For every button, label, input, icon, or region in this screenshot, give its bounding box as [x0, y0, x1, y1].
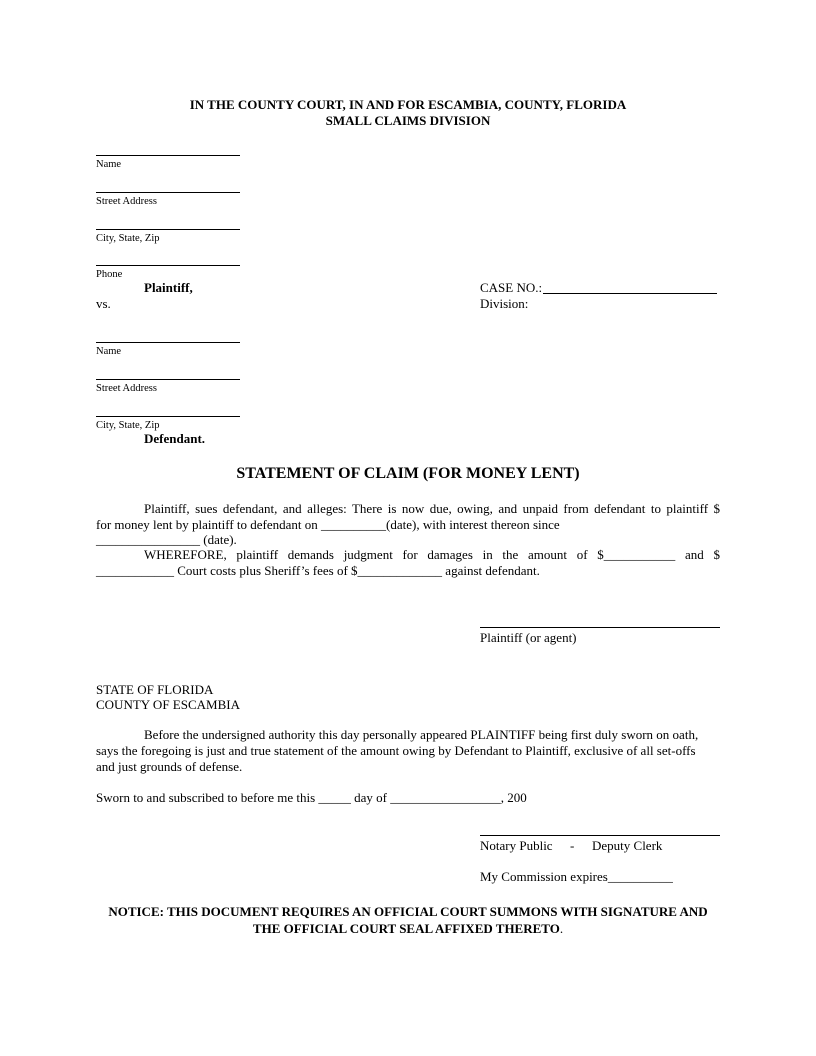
plaintiff-city-line[interactable]	[96, 229, 240, 230]
venue-county: COUNTY OF ESCAMBIA	[96, 697, 240, 712]
plaintiff-signature-label: Plaintiff (or agent)	[480, 630, 577, 645]
oath-line-2: says the foregoing is just and true statement of the amount owing by Defendant to Plaintiff, exclusive of all set-offs	[96, 743, 696, 758]
venue-state: STATE OF FLORIDA	[96, 682, 214, 697]
defendant-city-label: City, State, Zip	[96, 420, 160, 431]
wherefore-line-1: WHEREFORE, plaintiff demands judgment for damages in the amount of $___________ and $	[144, 547, 720, 562]
claim-line-2: for money lent by plaintiff to defendant on __________(date), with interest thereon since	[96, 516, 560, 532]
defendant-name-label: Name	[96, 346, 122, 357]
plaintiff-name-label: Name	[96, 159, 122, 170]
defendant-street-label: Street Address	[96, 383, 157, 394]
division-label: Division:	[480, 296, 529, 311]
claim-line-3: ________________ (date).	[96, 532, 237, 547]
plaintiff-street-label: Street Address	[96, 196, 157, 207]
plaintiff-signature-line[interactable]	[480, 627, 720, 628]
wherefore-line-2: ____________ Court costs plus Sheriff’s fees of $_____________ against defendant.	[96, 563, 540, 578]
claim-line-1: Plaintiff, sues defendant, and alleges: There is now due, owing, and unpaid from defendant to plaintiff $	[144, 501, 720, 516]
defendant-name-line[interactable]	[96, 342, 240, 343]
court-heading: IN THE COUNTY COURT, IN AND FOR ESCAMBIA, COUNTY, FLORIDA	[189, 97, 627, 112]
division-heading: SMALL CLAIMS DIVISION	[325, 113, 491, 128]
case-no-field[interactable]	[543, 293, 717, 294]
notary-separator: -	[570, 838, 575, 853]
notary-public-label: Notary Public	[480, 838, 553, 853]
notary-signature-line[interactable]	[480, 835, 720, 836]
deputy-clerk-label: Deputy Clerk	[592, 838, 663, 853]
defendant-party-label: Defendant.	[144, 431, 206, 446]
oath-line-3: and just grounds of defense.	[96, 759, 243, 774]
commission-expires: My Commission expires__________	[480, 869, 673, 884]
case-no-label: CASE NO.:	[480, 280, 543, 295]
plaintiff-phone-label: Phone	[96, 269, 123, 280]
plaintiff-party-label: Plaintiff,	[144, 280, 193, 295]
notice-line-2	[90, 920, 726, 937]
plaintiff-city-label: City, State, Zip	[96, 233, 160, 244]
notice-line-2-text: THE OFFICIAL COURT SEAL AFFIXED THERETO	[252, 921, 560, 936]
notice-period: .	[559, 921, 564, 936]
document-title: STATEMENT OF CLAIM (FOR MONEY LENT)	[236, 465, 580, 482]
sworn-statement: Sworn to and subscribed to before me this _____ day of _________________, 200	[96, 790, 527, 805]
plaintiff-street-line[interactable]	[96, 192, 240, 193]
defendant-street-line[interactable]	[96, 379, 240, 380]
defendant-city-line[interactable]	[96, 416, 240, 417]
vs-label: vs.	[96, 296, 111, 311]
plaintiff-phone-line[interactable]	[96, 265, 240, 266]
oath-line-1: Before the undersigned authority this day personally appeared PLAINTIFF being first duly sworn on oath,	[144, 727, 699, 742]
notice-line-1: NOTICE: THIS DOCUMENT REQUIRES AN OFFICIAL COURT SUMMONS WITH SIGNATURE AND	[108, 904, 708, 919]
plaintiff-name-line[interactable]	[96, 155, 240, 156]
